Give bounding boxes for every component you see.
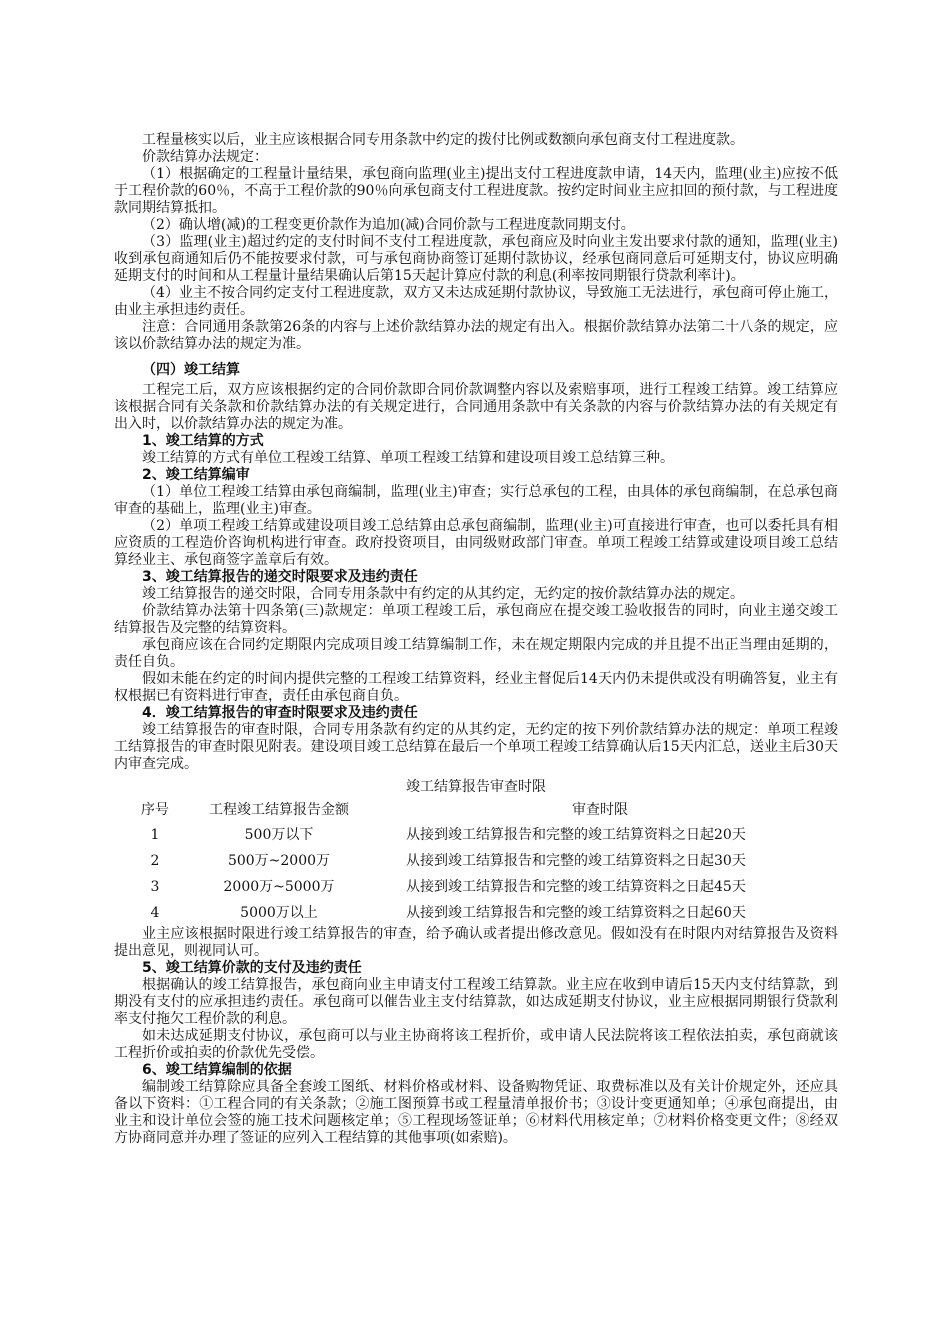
table-row [126,900,826,926]
subsection-heading: 6、竣工结算编制的依据 [142,1062,292,1078]
table-row [126,874,826,900]
subsection-heading: 5、竣工结算价款的支付及违约责任 [142,960,362,976]
paragraph: 业主应该根据时限进行竣工结算报告的审查，给予确认或者提出修改意见。假如没有在时限内对结算报告及资料提出意见，则视同认可。 [114,926,838,959]
paragraph: 根据确认的竣工结算报告，承包商向业主申请支付工程竣工结算款。业主应在收到申请后15天内支付结算款，到期没有支付的应承担违约责任。承包商可以催告业主支付结算款，如达成延期支付协议，业主应根据同期银行贷款利率支付拖欠工程价款的利息。 [114,977,838,1027]
paragraph: （2）单项工程竣工结算或建设项目竣工总结算由总承包商编制，监理(业主)可直接进行审查，也可以委托具有相应资质的工程造价咨询机构进行审查。政府投资项目，由同级财政部门审查。单项工程竣工结算或建设项目竣工总结算经业主、承包商签字盖章后有效。 [114,518,838,568]
section-heading: （四）竣工结算 [142,362,240,378]
subsection-heading: 3、竣工结算报告的递交时限要求及违约责任 [142,569,418,585]
table-cell: 从接到竣工结算报告和完整的竣工结算资料之日起30天 [406,852,746,869]
paragraph: （4）业主不按合同约定支付工程进度款，双方又未达成延期付款协议，导致施工无法进行，承包商可停止施工，由业主承担违约责任。 [114,285,838,318]
paragraph: 价款结算办法规定： [142,149,268,165]
table-cell: 5000万以上 [240,904,318,921]
table-cell: 2 [150,852,160,869]
table-cell: 2000万~5000万 [223,878,335,895]
paragraph: （1）单位工程竣工结算由承包商编制，监理(业主)审查；实行总承包的工程，由具体的承包商编制，在总承包商审查的基础上，监理(业主)审查。 [114,484,838,517]
table-cell: 500万以下 [244,826,314,843]
table-cell: 1 [150,826,160,843]
review-time-limit-table [126,798,826,926]
subsection-heading: 4．竣工结算报告的审查时限要求及违约责任 [142,705,418,721]
paragraph: 竣工结算报告的递交时限，合同专用条款中有约定的从其约定，无约定的按价款结算办法的规定。 [142,586,744,602]
paragraph: （3）监理(业主)超过约定的支付时间不支付工程进度款，承包商应及时向业主发出要求付款的通知，监理(业主)收到承包商通知后仍不能按要求付款，可与承包商协商签订延期付款协议，经承包商同意后可延期支付，协议应明确延期支付的时间和从工程量计量结果确认后第15天起计算应付款的利息(利率按同期银行贷款利率计)。 [114,234,838,284]
table-cell: 从接到竣工结算报告和完整的竣工结算资料之日起20天 [406,826,746,843]
header-cell: 审查时限 [572,801,628,818]
table-cell: 4 [150,904,160,921]
table-cell: 从接到竣工结算报告和完整的竣工结算资料之日起60天 [406,904,746,921]
paragraph: （2）确认增(减)的工程变更价款作为追加(减)合同价款与工程进度款同期支付。 [142,217,635,233]
table-cell: 500万~2000万 [227,852,331,869]
paragraph: 注意：合同通用条款第26条的内容与上述价款结算办法的规定有出入。根据价款结算办法第二十八条的规定，应该以价款结算办法的规定为准。 [114,319,838,352]
subsection-heading: 1、竣工结算的方式 [142,433,264,449]
paragraph: 承包商应该在合同约定期限内完成项目竣工结算编制工作，未在规定期限内完成的并且提不出正当理由延期的，责任自负。 [114,637,838,670]
document-page [114,132,838,1147]
table-row [126,822,826,848]
paragraph: 竣工结算的方式有单位工程竣工结算、单项工程竣工结算和建设项目竣工总结算三种。 [142,450,674,466]
paragraph: 编制竣工结算除应具备全套竣工图纸、材料价格或材料、设备购物凭证、取费标准以及有关计价规定外，还应具备以下资料：①工程合同的有关条款；②施工图预算书或工程量清单报价书；③设计变更通知单；④承包商提出，由业主和设计单位会签的施工技术问题核定单；⑤工程现场签证单；⑥材料代用核定单；⑦材料价格变更文件；⑧经双方协商同意并办理了签证的应列入工程结算的其他事项(如索赔)。 [114,1079,838,1146]
paragraph: 价款结算办法第十四条第(三)款规定：单项工程竣工后，承包商应在提交竣工验收报告的同时，向业主递交竣工结算报告及完整的结算资料。 [114,603,838,636]
paragraph: 工程量核实以后，业主应该根据合同专用条款中约定的拨付比例或数额向承包商支付工程进度款。 [142,132,744,148]
table-cell: 3 [150,878,160,895]
table-caption: 竣工结算报告审查时限 [406,779,546,795]
paragraph: （1）根据确定的工程量计量结果，承包商向监理(业主)提出支付工程进度款申请，14天内，监理(业主)应按不低于工程价款的60％，不高于工程价款的90％向承包商支付工程进度款。按约定时间业主应扣回的预付款，与工程进度款同期结算抵扣。 [114,166,838,216]
paragraph: 假如未能在约定的时间内提供完整的工程竣工结算资料，经业主督促后14天内仍未提供或没有明确答复，业主有权根据已有资料进行审查，责任由承包商自负。 [114,671,838,704]
table-cell: 从接到竣工结算报告和完整的竣工结算资料之日起45天 [406,878,746,895]
table-row [126,848,826,874]
header-cell: 工程竣工结算报告金额 [209,801,349,818]
paragraph: 工程完工后，双方应该根据约定的合同价款即合同价款调整内容以及索赔事项，进行工程竣工结算。竣工结算应该根据合同有关条款和价款结算办法的有关规定进行，合同通用条款中有关条款的内容与价款结算办法的有关规定有出入时，以价款结算办法的规定为准。 [114,382,838,432]
paragraph: 竣工结算报告的审查时限，合同专用条款有约定的从其约定，无约定的按下列价款结算办法的规定：单项工程竣工结算报告的审查时限见附表。建设项目竣工总结算在最后一个单项工程竣工结算确认后15天内汇总，送业主后30天内审查完成。 [114,722,838,772]
table-header-row [126,798,826,822]
subsection-heading: 2、竣工结算编审 [142,467,250,483]
header-cell: 序号 [141,801,169,818]
paragraph: 如未达成延期支付协议，承包商可以与业主协商将该工程折价，或申请人民法院将该工程依法拍卖，承包商就该工程折价或拍卖的价款优先受偿。 [114,1028,838,1061]
